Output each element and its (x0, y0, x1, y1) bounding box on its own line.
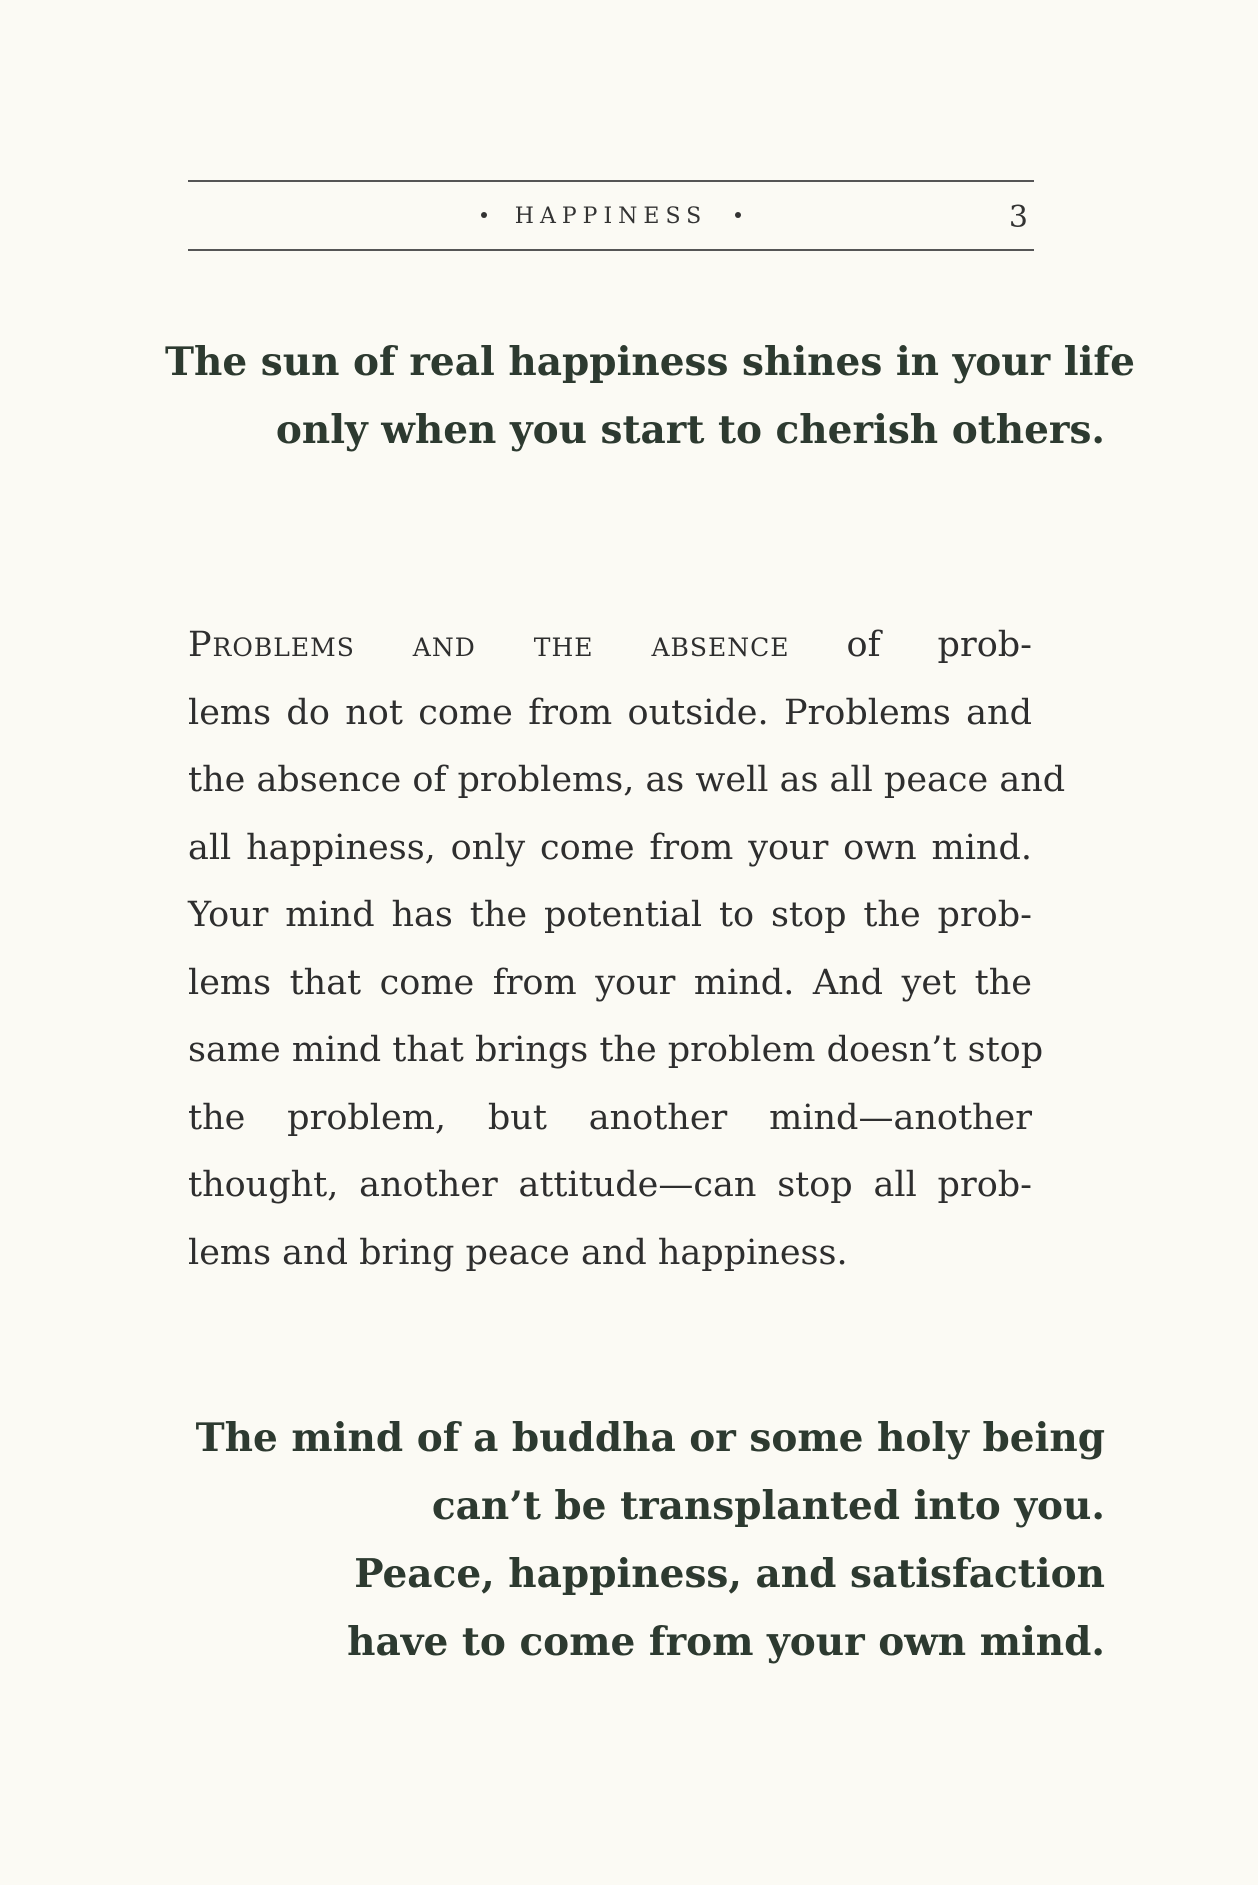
quote-line: only when you start to cherish others. (275, 407, 1105, 453)
running-title (188, 204, 1034, 229)
quote-line: Peace, happiness, and satisfaction (354, 1551, 1105, 1597)
quote-line: can’t be transplanted into you. (431, 1483, 1105, 1529)
body-line: lems do not come from outside. Problems and (188, 692, 1032, 733)
body-line: thought, another attitude—can stop all prob- (188, 1165, 1032, 1205)
body-paragraph (188, 612, 1066, 1287)
body-line (188, 612, 1032, 680)
lead-in-smallcaps: Problems and the absence (188, 625, 790, 665)
body-line: lems and bring peace and happiness. (188, 1232, 848, 1273)
quote-line: The sun of real happiness shines in your life (165, 339, 1135, 385)
quote-line: The mind of a buddha or some holy being (195, 1415, 1105, 1461)
bullet-icon (481, 212, 487, 218)
body-line: same mind that brings the problem doesn’t stop (188, 1030, 1044, 1070)
body-line-text: of prob- (846, 625, 1032, 665)
quote-line: have to come from your own mind. (347, 1619, 1105, 1665)
body-line: the problem, but another mind—another (188, 1097, 1032, 1138)
running-title-text: HAPPINESS (514, 204, 708, 229)
page-number: 3 (1008, 200, 1028, 235)
header-rule-top (188, 180, 1034, 182)
body-line: the absence of problems, as well as all peace and (188, 760, 1066, 800)
body-line: all happiness, only come from your own mind. (188, 827, 1032, 868)
running-header (188, 202, 1034, 238)
body-line: Your mind has the potential to stop the prob- (188, 895, 1032, 935)
bullet-icon (735, 212, 741, 218)
pull-quote-bottom (165, 1404, 1105, 1676)
body-line: lems that come from your mind. And yet the (188, 962, 1032, 1003)
pull-quote-top (165, 328, 1135, 464)
header-rule-bottom (188, 249, 1034, 251)
